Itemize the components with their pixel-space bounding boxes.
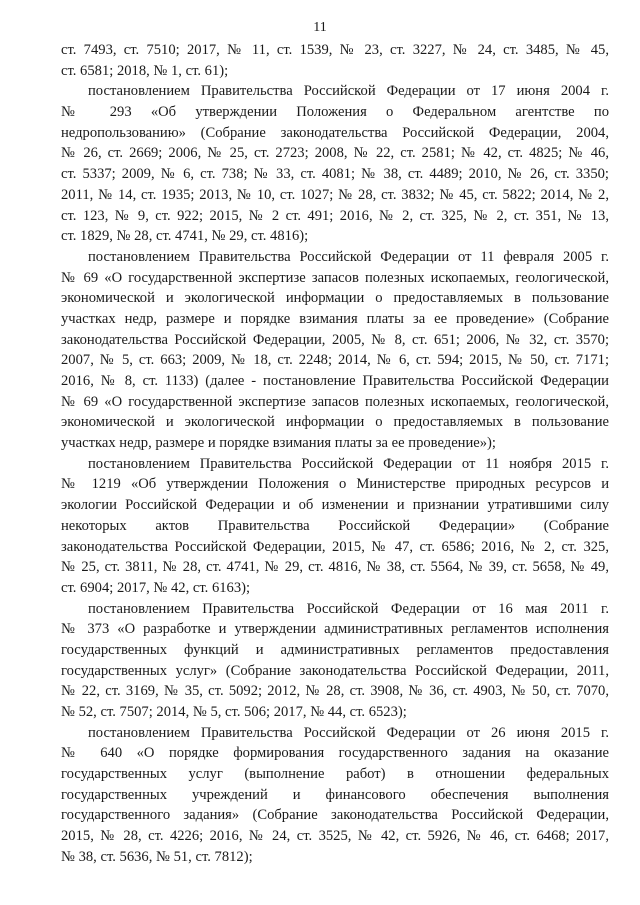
text-line: № 1219 «Об утверждении Положения о Министерстве природных ресурсов и xyxy=(61,476,609,493)
paragraph-decree-1219 xyxy=(61,454,609,599)
text-line: 2015, № 28, ст. 4226; 2016, № 24, ст. 3525, № 42, ст. 5926, № 46, ст. 6468; 2017, xyxy=(61,828,609,845)
text-line: 2007, № 5, ст. 663; 2009, № 18, ст. 2248; 2014, № 6, ст. 594; 2015, № 50, ст. 7171; xyxy=(61,352,609,369)
text-line: ст. 5337; 2009, № 6, ст. 738; № 33, ст. 4081; № 38, ст. 4489; 2010, № 26, ст. 3350; xyxy=(61,166,609,183)
paragraph-decree-373 xyxy=(61,599,609,723)
text-line: № 293 «Об утверждении Положения о Федеральном агентстве по xyxy=(61,104,609,121)
text-line: постановлением Правительства Российской Федерации от 26 июня 2015 г. xyxy=(88,724,609,741)
text-line: экономической и экологической информации о предоставляемых в пользование xyxy=(61,414,609,431)
text-line: постановлением Правительства Российской Федерации от 11 февраля 2005 г. xyxy=(88,248,609,265)
text-line: ст. 7493, ст. 7510; 2017, № 11, ст. 1539, № 23, ст. 3227, № 24, ст. 3485, № 45, xyxy=(61,42,609,58)
paragraph-decree-293 xyxy=(61,81,609,247)
text-line: некоторых актов Правительства Российской Федерации» (Собрание xyxy=(61,517,609,534)
page-number: 11 xyxy=(313,20,327,35)
text-line: участках недр, размере и порядке взимания платы за ее проведение»); xyxy=(61,435,496,452)
text-line: государственных услуг (выполнение работ) в отношении федеральных xyxy=(61,766,609,783)
text-line: № 22, ст. 3169, № 35, ст. 5092; 2012, № 28, ст. 3908, № 36, ст. 4903, № 50, ст. 7070, xyxy=(61,683,609,700)
paragraph-decree-640 xyxy=(61,723,609,868)
text-line: законодательства Российской Федерации, 2005, № 8, ст. 651; 2006, № 32, ст. 3570; xyxy=(61,331,609,348)
text-line: ст. 6904; 2017, № 42, ст. 6163); xyxy=(61,579,251,596)
text-line: государственных функций и административных регламентов предоставления xyxy=(61,641,609,658)
text-line: № 640 «О порядке формирования государственного задания на оказание xyxy=(61,745,609,762)
text-line: государственных услуг» (Собрание законодательства Российской Федерации, 2011, xyxy=(61,662,609,679)
text-line: № 26, ст. 2669; 2006, № 25, ст. 2723; 2008, № 22, ст. 2581; № 42, ст. 4825; № 46, xyxy=(61,145,609,162)
text-line: экономической и экологической информации о предоставляемых в пользование xyxy=(61,290,609,307)
text-line: государственного задания» (Собрание законодательства Российской Федерации, xyxy=(61,807,609,824)
text-line: № 69 «О государственной экспертизе запасов полезных ископаемых, геологической, xyxy=(61,393,609,410)
text-line: постановлением Правительства Российской Федерации от 16 мая 2011 г. xyxy=(88,600,609,617)
text-line: ст. 1829, № 28, ст. 4741, № 29, ст. 4816); xyxy=(61,228,309,245)
text-line: участках недр, размере и порядке взимания платы за ее проведение» (Собрание xyxy=(61,310,609,327)
text-line: ст. 123, № 9, ст. 922; 2015, № 2 ст. 491; 2016, № 2, ст. 325, № 2, ст. 351, № 13, xyxy=(61,207,609,224)
text-line: ст. 6581; 2018, № 1, ст. 61); xyxy=(61,62,229,79)
paragraph-decree-69 xyxy=(61,247,609,454)
text-line: недропользованию» (Собрание законодательства Российской Федерации, 2004, xyxy=(61,124,609,141)
paragraph-continuation xyxy=(61,40,609,81)
text-line: № 52, ст. 7507; 2014, № 5, ст. 506; 2017, № 44, ст. 6523); xyxy=(61,704,407,720)
text-line: № 69 «О государственной экспертизе запасов полезных ископаемых, геологической, xyxy=(61,269,609,286)
text-line: 2011, № 14, ст. 1935; 2013, № 10, ст. 1027; № 28, ст. 3832; № 45, ст. 5822; 2014, № 2, xyxy=(61,186,609,203)
text-line: № 38, ст. 5636, № 51, ст. 7812); xyxy=(61,848,253,865)
document-body xyxy=(61,40,609,868)
text-line: № 373 «О разработке и утверждении административных регламентов исполнения xyxy=(61,621,609,638)
text-line: постановлением Правительства Российской Федерации от 17 июня 2004 г. xyxy=(88,83,609,100)
text-line: законодательства Российской Федерации, 2015, № 47, ст. 6586; 2016, № 2, ст. 325, xyxy=(61,538,609,555)
text-line: постановлением Правительства Российской Федерации от 11 ноября 2015 г. xyxy=(88,455,609,472)
text-line: № 25, ст. 3811, № 28, ст. 4741, № 29, ст. 4816, № 38, ст. 5564, № 39, ст. 5658, № 49, xyxy=(61,559,609,576)
text-line: 2016, № 8, ст. 1133) (далее - постановление Правительства Российской Федерации xyxy=(61,373,609,389)
text-line: экологии Российской Федерации и об изменении и признании утратившими силу xyxy=(61,497,609,514)
text-line: государственных учреждений и финансового обеспечения выполнения xyxy=(61,786,609,803)
